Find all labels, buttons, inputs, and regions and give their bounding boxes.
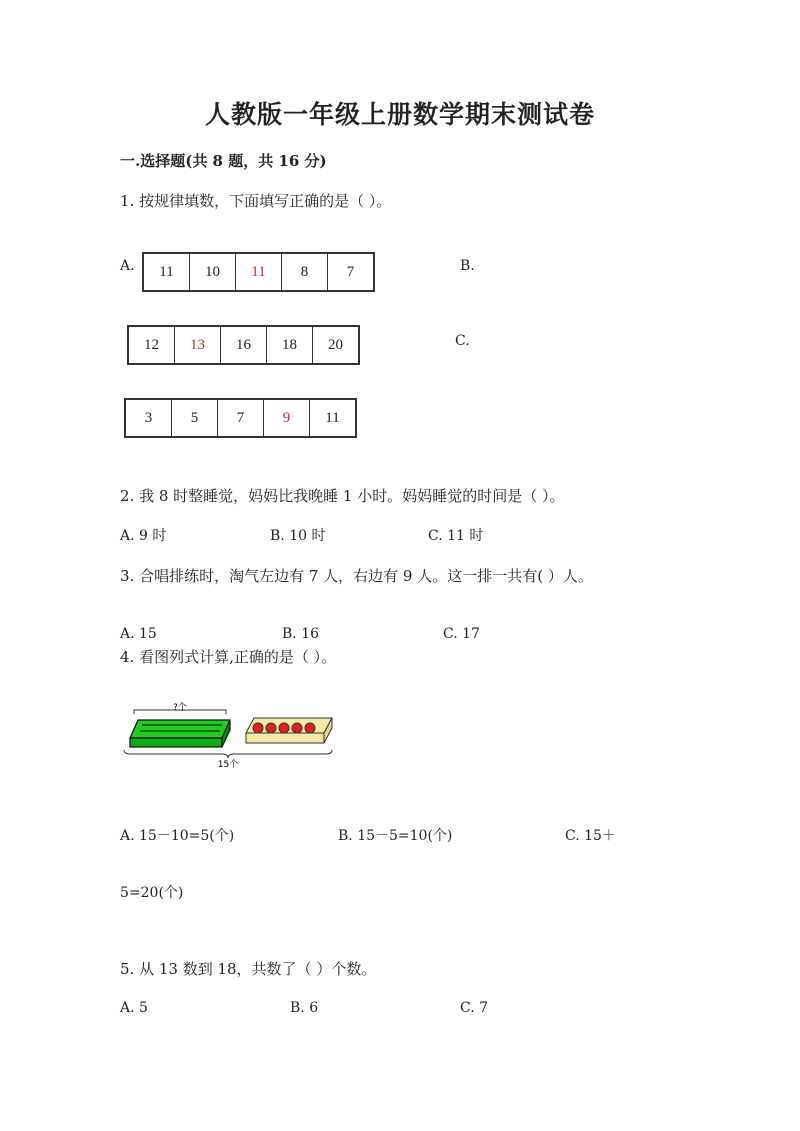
sequence-cell: 20 — [328, 336, 343, 353]
sequence-cell: 18 — [267, 327, 313, 363]
top-brace-label: ?个 — [173, 703, 187, 713]
question-2-text: 2. 我 8 时整睡觉，妈妈比我晚睡 1 小时。妈妈睡觉的时间是（ ）。 — [120, 487, 565, 505]
red-ball — [292, 723, 302, 733]
q5-option-a[interactable]: A. 5 — [120, 1000, 148, 1016]
sequence-cell: 7 — [346, 263, 355, 280]
q3-option-c[interactable]: C. 17 — [443, 626, 480, 642]
question-5-text: 5. 从 13 数到 18，共数了（ ）个数。 — [120, 960, 377, 978]
q1-option-a-label[interactable]: A. — [120, 258, 135, 274]
sequence-cell: 11 — [236, 254, 282, 290]
q5-option-b[interactable]: B. 6 — [290, 1000, 319, 1016]
q1-sequence-c — [124, 398, 357, 438]
sequence-cell: 3 — [126, 400, 172, 436]
sequence-cell: 5 — [172, 400, 218, 436]
q2-option-b[interactable]: B. 10 时 — [270, 528, 326, 544]
tray-front — [246, 733, 324, 743]
section-heading: 一.选择题(共 8 题，共 16 分) — [120, 152, 327, 170]
question-3-text: 3. 合唱排练时，淘气左边有 7 人，右边有 9 人。这一排一共有( ）人。 — [120, 567, 593, 585]
sequence-cell: 9 — [264, 400, 310, 436]
q1-sequence-a — [142, 252, 375, 292]
q1-option-b-label[interactable]: B. — [460, 258, 475, 274]
q4-option-c[interactable]: C. 15＋ — [565, 828, 616, 844]
q4-option-b[interactable]: B. 15－5=10(个) — [338, 828, 453, 844]
q2-option-a[interactable]: A. 9 时 — [120, 528, 167, 544]
sequence-cell: 16 — [221, 327, 267, 363]
question-4-text: 4. 看图列式计算,正确的是（ ）。 — [120, 648, 337, 666]
q3-option-b[interactable]: B. 16 — [282, 626, 320, 642]
sequence-cell: 11 — [144, 254, 190, 290]
sequence-cell: 10 — [190, 254, 236, 290]
q4-option-c-continued: 5=20(个) — [120, 885, 184, 901]
q5-option-c[interactable]: C. 7 — [460, 1000, 489, 1016]
q1-option-c-label[interactable]: C. — [455, 333, 470, 349]
red-ball — [305, 723, 315, 733]
counting-figure — [122, 700, 337, 770]
bottom-brace — [124, 750, 332, 758]
sequence-cell: 7 — [218, 400, 264, 436]
sequence-cell: 12 — [129, 327, 175, 363]
red-ball — [253, 723, 263, 733]
red-ball — [279, 723, 289, 733]
sequence-cell: 11 — [325, 409, 340, 426]
question-1-text: 1. 按规律填数，下面填写正确的是（ ）。 — [120, 192, 392, 210]
q4-option-a[interactable]: A. 15－10=5(个) — [120, 828, 235, 844]
q2-option-c[interactable]: C. 11 时 — [428, 528, 484, 544]
green-box-top — [130, 720, 230, 738]
sequence-cell: 8 — [282, 254, 328, 290]
bottom-brace-label: 15个 — [217, 760, 239, 770]
sequence-cell: 13 — [175, 327, 221, 363]
green-box-front — [130, 738, 222, 747]
page-title: 人教版一年级上册数学期末测试卷 — [204, 100, 595, 129]
q3-option-a[interactable]: A. 15 — [120, 626, 157, 642]
q1-sequence-b — [127, 325, 360, 365]
red-ball — [266, 723, 276, 733]
